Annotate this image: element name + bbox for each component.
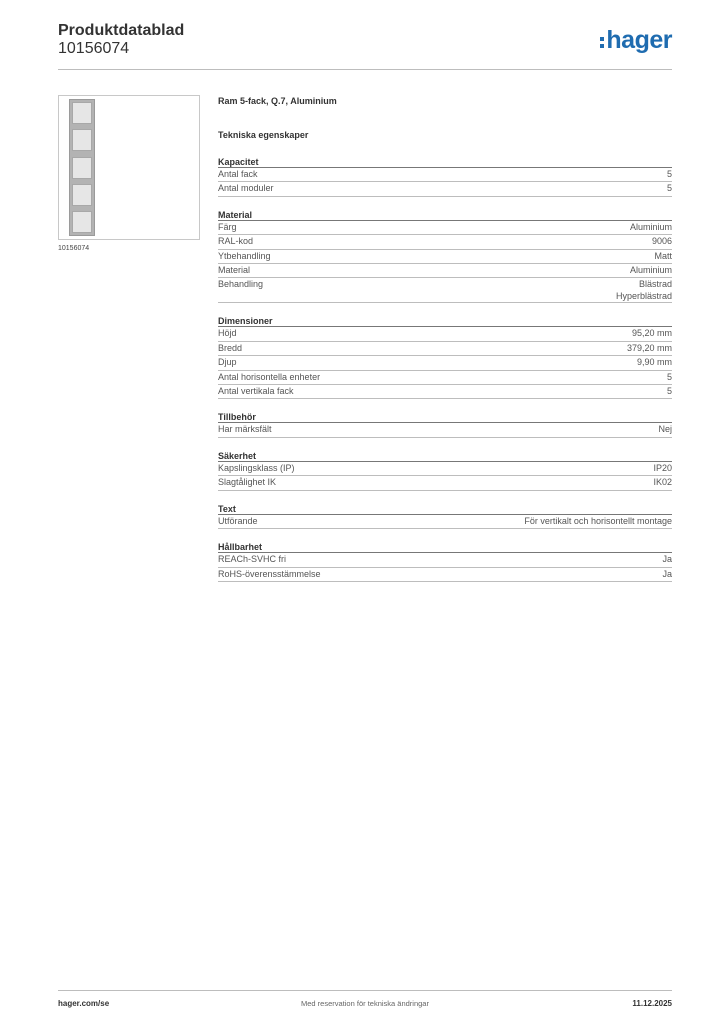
property-row xyxy=(218,168,672,182)
property-value-line: 5 xyxy=(666,183,672,194)
page-footer xyxy=(58,990,672,1012)
section-title: Hållbarhet xyxy=(218,541,672,553)
frame-slot xyxy=(72,211,92,233)
property-value xyxy=(630,264,672,277)
property-value-line: Aluminium xyxy=(629,221,672,232)
section-title: Säkerhet xyxy=(218,450,672,462)
section-title: Kapacitet xyxy=(218,156,672,168)
property-row xyxy=(218,182,672,196)
logo-dots-icon xyxy=(600,37,604,48)
property-value xyxy=(653,476,672,489)
property-label: RoHS-överensstämmelse xyxy=(218,568,321,579)
property-value xyxy=(667,182,672,195)
property-row xyxy=(218,221,672,235)
frame-illustration xyxy=(69,99,95,236)
property-section xyxy=(218,541,672,582)
property-label: Färg xyxy=(218,221,237,232)
property-row xyxy=(218,423,672,437)
product-image xyxy=(58,95,200,240)
property-section xyxy=(218,503,672,529)
property-label: Behandling xyxy=(218,279,264,290)
logo-text: hager xyxy=(606,26,672,54)
property-label: Utförande xyxy=(218,515,258,526)
section-title: Dimensioner xyxy=(218,315,672,327)
property-row xyxy=(218,235,672,249)
property-label: Antal fack xyxy=(218,169,258,179)
property-value-line: 95,20 mm xyxy=(631,328,672,339)
document-number: 10156074 xyxy=(58,40,130,57)
property-section xyxy=(218,156,672,197)
property-sections xyxy=(218,156,672,582)
footer-date: 11.12.2025 xyxy=(632,999,672,1008)
property-section xyxy=(218,209,672,304)
footer-disclaimer: Med reservation för tekniska ändringar xyxy=(301,999,429,1008)
property-label: Antal vertikala fack xyxy=(218,386,294,397)
property-value-line: 379,20 mm xyxy=(626,342,672,353)
page-header xyxy=(58,22,672,70)
property-label: Ytbehandling xyxy=(218,250,271,261)
product-content xyxy=(218,96,672,582)
property-label: Bredd xyxy=(218,342,243,353)
property-row xyxy=(218,553,672,567)
property-value xyxy=(662,568,672,581)
property-row xyxy=(218,327,672,341)
property-row xyxy=(218,385,672,399)
property-value xyxy=(616,278,672,302)
property-value-line: 5 xyxy=(666,371,672,382)
property-label: Material xyxy=(218,265,251,276)
property-value-line: IK02 xyxy=(653,477,672,488)
property-value xyxy=(667,385,672,398)
property-row xyxy=(218,568,672,582)
image-caption: 10156074 xyxy=(58,245,90,252)
property-value xyxy=(652,235,672,248)
property-value-line: Aluminium xyxy=(629,265,672,276)
frame-slot xyxy=(72,184,92,206)
footer-website: hager.com/se xyxy=(58,999,110,1008)
property-value xyxy=(627,342,672,355)
properties-heading: Tekniska egenskaper xyxy=(218,130,309,140)
property-value xyxy=(667,371,672,384)
property-value xyxy=(524,515,672,528)
frame-slot xyxy=(72,157,92,179)
property-value-line: 5 xyxy=(666,386,672,397)
property-value-line: Ja xyxy=(662,554,672,565)
property-section xyxy=(218,450,672,491)
document-title: Produktdatablad xyxy=(58,22,185,39)
property-label: Kapslingsklass (IP) xyxy=(218,462,295,473)
property-value-line: IP20 xyxy=(653,462,672,473)
property-value xyxy=(658,423,672,436)
section-title: Text xyxy=(218,503,672,515)
property-row xyxy=(218,250,672,264)
property-label: REACh-SVHC fri xyxy=(218,554,287,565)
property-row xyxy=(218,462,672,476)
property-label: Antal horisontella enheter xyxy=(218,371,321,382)
property-section xyxy=(218,315,672,399)
property-label: Djup xyxy=(218,357,237,368)
property-label: Antal moduler xyxy=(218,183,274,194)
property-value xyxy=(630,221,672,234)
property-value xyxy=(667,168,672,181)
property-row xyxy=(218,356,672,370)
property-value xyxy=(632,327,672,340)
property-label: RAL-kod xyxy=(218,236,254,247)
section-title: Tillbehör xyxy=(218,411,672,423)
frame-slot xyxy=(72,102,92,124)
frame-slot xyxy=(72,129,92,151)
property-value-line: För vertikalt och horisontellt montage xyxy=(524,515,672,526)
property-value-line: Hyperblästrad xyxy=(615,291,672,302)
property-value-line: Blästrad xyxy=(638,279,672,290)
property-value-line: Nej xyxy=(658,424,672,435)
property-value-line: Ja xyxy=(662,568,672,579)
property-row xyxy=(218,342,672,356)
property-value-line: 5 xyxy=(666,169,672,179)
property-label: Har märksfält xyxy=(218,424,272,435)
property-label: Höjd xyxy=(218,328,237,339)
property-row xyxy=(218,476,672,490)
property-row xyxy=(218,264,672,278)
property-row xyxy=(218,371,672,385)
section-title: Material xyxy=(218,209,672,221)
property-value xyxy=(654,250,672,263)
product-name: Ram 5-fack, Q.7, Aluminium xyxy=(218,96,337,106)
property-value-line: 9006 xyxy=(651,236,672,247)
property-value xyxy=(662,553,672,566)
property-section xyxy=(218,411,672,437)
property-row xyxy=(218,278,672,303)
property-value-line: 9,90 mm xyxy=(636,357,672,368)
hager-logo xyxy=(600,25,672,55)
property-label: Slagtålighet IK xyxy=(218,477,277,488)
property-value-line: Matt xyxy=(654,250,672,261)
property-value xyxy=(637,356,672,369)
property-value xyxy=(653,462,672,475)
property-row xyxy=(218,515,672,529)
